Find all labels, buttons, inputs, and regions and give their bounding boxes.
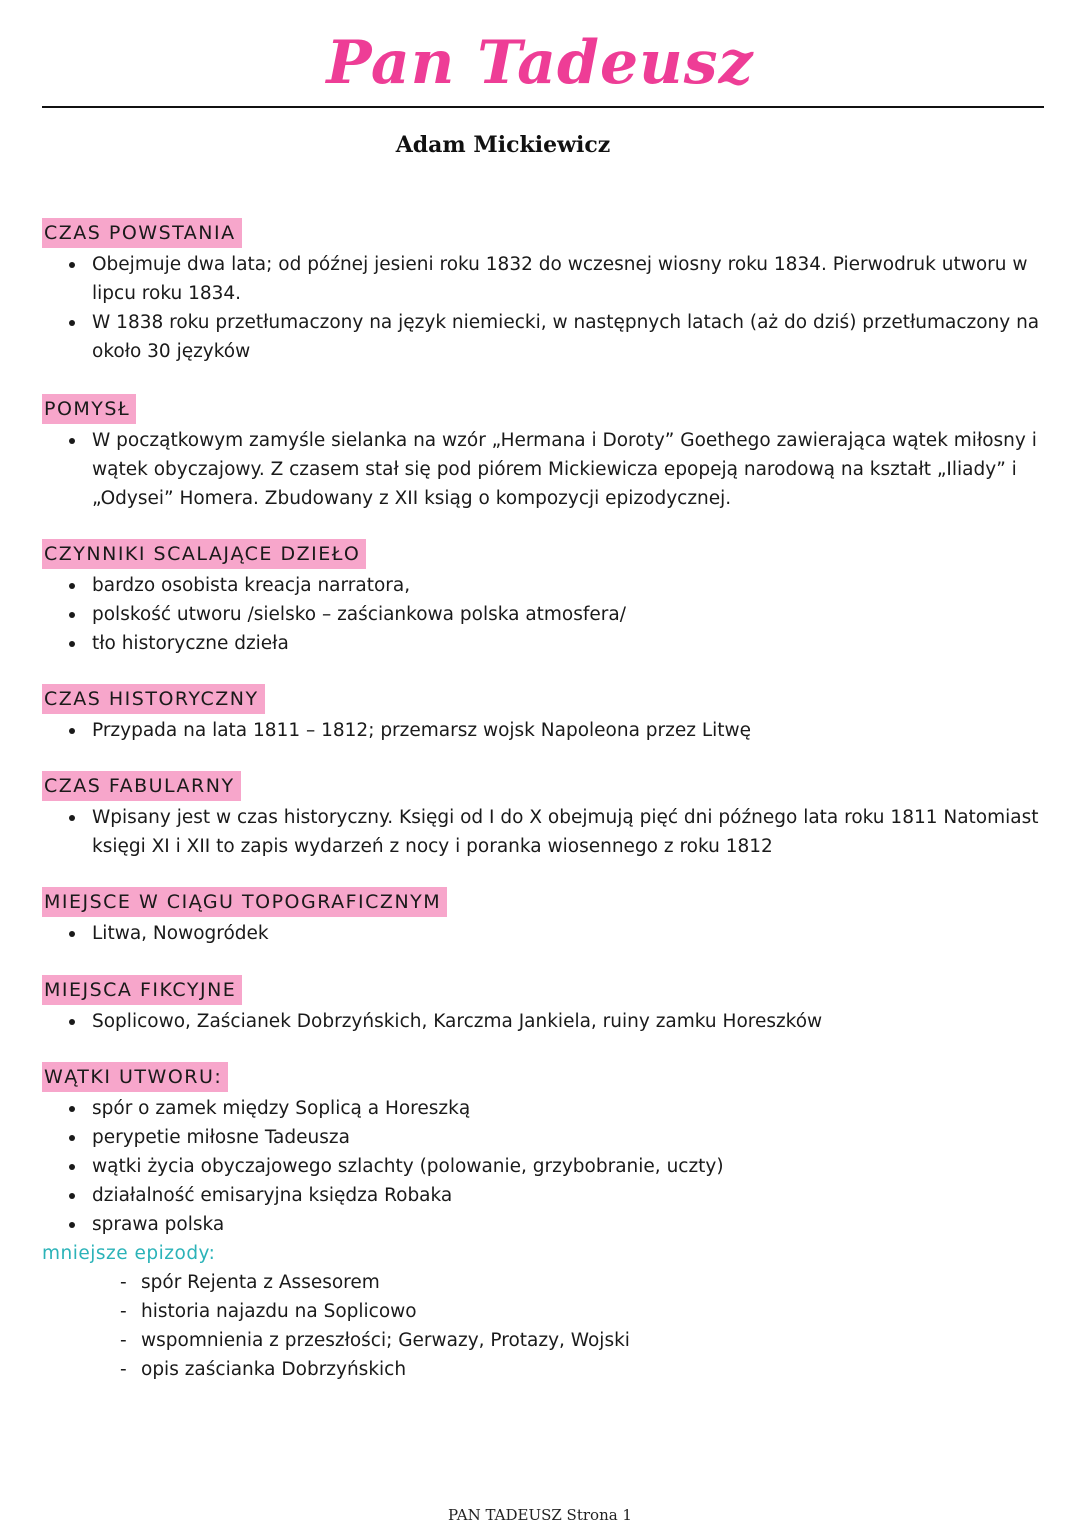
- section-czas-fabularny: [42, 771, 1067, 861]
- list-item: W początkowym zamyśle sielanka na wzór „Hermana i Doroty” Goethego zawierająca wątek miłosny i wątek obyczajowy. Z czasem stał się pod piórem Mickiewicza epopeją narodową na kształt „Iliady” i „Odysei” Homera. Zbudowany z XII ksiąg o kompozycji epizodycznej.: [42, 426, 1067, 513]
- section-heading: POMYSŁ: [42, 394, 136, 424]
- bullet-list: [42, 919, 1067, 948]
- list-item: perypetie miłosne Tadeusza: [42, 1123, 1067, 1152]
- list-item: spór o zamek między Soplicą a Horeszką: [42, 1094, 1067, 1123]
- bullet-list: [42, 250, 1067, 366]
- list-item: Obejmuje dwa lata; od późnej jesieni roku 1832 do wczesnej wiosny roku 1834. Pierwodruk utworu w lipcu roku 1834.: [42, 250, 1067, 308]
- list-item: - opis zaścianka Dobrzyńskich: [42, 1355, 1067, 1384]
- list-item: sprawa polska: [42, 1210, 1067, 1239]
- section-miejsca-fikcyjne: [42, 975, 1067, 1036]
- bullet-list: [42, 803, 1067, 861]
- list-item: Wpisany jest w czas historyczny. Księgi od I do X obejmują pięć dni późnego lata roku 1811 Natomiast księgi XI i XII to zapis wydarzeń z nocy i poranka wiosennego z roku 1812: [42, 803, 1067, 861]
- section-heading: CZAS HISTORYCZNY: [42, 684, 265, 714]
- section-watki-utworu: [42, 1062, 1067, 1384]
- section-heading: CZAS POWSTANIA: [42, 218, 242, 248]
- list-item: Soplicowo, Zaścianek Dobrzyńskich, Karczma Jankiela, ruiny zamku Horeszków: [42, 1007, 1067, 1036]
- list-item: działalność emisaryjna księdza Robaka: [42, 1181, 1067, 1210]
- page-title: Pan Tadeusz: [326, 28, 754, 98]
- episodes-label: mniejsze epizody:: [42, 1243, 216, 1264]
- list-item: wątki życia obyczajowego szlachty (polowanie, grzybobranie, uczty): [42, 1152, 1067, 1181]
- section-heading: WĄTKI UTWORU:: [42, 1062, 228, 1092]
- section-czas-powstania: [42, 218, 1067, 366]
- section-pomysl: [42, 394, 1067, 513]
- page-footer: PAN TADEUSZ Strona 1: [448, 1506, 632, 1524]
- list-item: tło historyczne dzieła: [42, 629, 1067, 658]
- bullet-list: [42, 1094, 1067, 1239]
- bullet-list: [42, 716, 1067, 745]
- episodes-list: [42, 1268, 1067, 1384]
- list-item: bardzo osobista kreacja narratora,: [42, 571, 1067, 600]
- list-item: Przypada na lata 1811 – 1812; przemarsz wojsk Napoleona przez Litwę: [42, 716, 1067, 745]
- list-item: - wspomnienia z przeszłości; Gerwazy, Protazy, Wojski: [42, 1326, 1067, 1355]
- list-item: - historia najazdu na Soplicowo: [42, 1297, 1067, 1326]
- section-heading: MIEJSCE W CIĄGU TOPOGRAFICZNYM: [42, 887, 447, 917]
- bullet-list: [42, 1007, 1067, 1036]
- section-heading: CZAS FABULARNY: [42, 771, 241, 801]
- list-item: polskość utworu /sielsko – zaściankowa polska atmosfera/: [42, 600, 1067, 629]
- list-item: - spór Rejenta z Assesorem: [42, 1268, 1067, 1297]
- bullet-list: [42, 426, 1067, 513]
- list-item: W 1838 roku przetłumaczony na język niemiecki, w następnych latach (aż do dziś) przetłumaczony na około 30 języków: [42, 308, 1067, 366]
- bullet-list: [42, 571, 1067, 658]
- title-divider: [42, 106, 1044, 108]
- section-czas-historyczny: [42, 684, 1067, 745]
- section-czynniki: [42, 539, 1067, 658]
- section-heading: MIEJSCA FIKCYJNE: [42, 975, 242, 1005]
- section-miejsce: [42, 887, 1067, 948]
- author: Adam Mickiewicz: [395, 132, 611, 158]
- list-item: Litwa, Nowogródek: [42, 919, 1067, 948]
- section-heading: CZYNNIKI SCALAJĄCE DZIEŁO: [42, 539, 366, 569]
